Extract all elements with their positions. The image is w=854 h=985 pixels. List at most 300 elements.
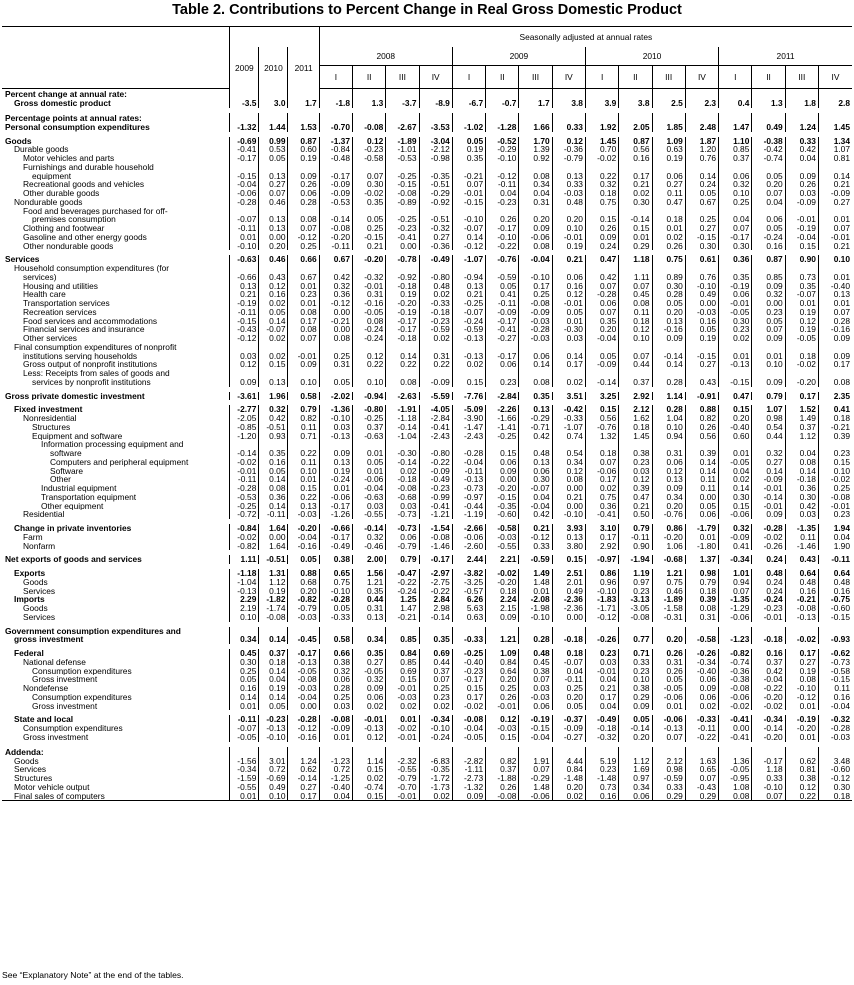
value-cell: 0.08 — [785, 458, 818, 467]
value-cell: -0.14 — [652, 352, 685, 361]
value-cell: -0.32 — [353, 273, 386, 282]
value-cell: -0.02 — [230, 533, 259, 542]
value-cell: 0.28 — [319, 684, 352, 693]
table-row — [2, 684, 852, 693]
quarter-header: I — [319, 66, 352, 89]
value-cell: -0.03 — [486, 533, 519, 542]
value-cell — [552, 113, 585, 123]
value-cell: -0.34 — [685, 658, 718, 667]
value-cell: -0.08 — [419, 533, 452, 542]
value-cell: 0.08 — [353, 317, 386, 326]
row-label: Gross domestic product — [14, 99, 111, 108]
value-cell: 0.31 — [652, 658, 685, 667]
value-cell: 0.08 — [288, 325, 319, 334]
value-cell: 0.71 — [619, 649, 652, 658]
row-label: Furnishings and durable household — [23, 162, 154, 172]
value-cell: 0.16 — [785, 587, 818, 596]
value-cell: 0.14 — [818, 172, 852, 181]
value-cell — [386, 207, 419, 216]
value-cell: 0.01 — [230, 702, 259, 711]
value-cell — [452, 89, 485, 100]
value-cell: 0.42 — [585, 273, 618, 282]
value-cell: -0.05 — [353, 667, 386, 676]
value-cell: 0.14 — [685, 172, 718, 181]
quarter-year-header: 2009 — [452, 47, 585, 66]
value-cell: 0.25 — [552, 684, 585, 693]
value-cell: 0.14 — [259, 635, 288, 644]
value-cell: 0.03 — [319, 702, 352, 711]
value-cell: -0.02 — [585, 154, 618, 163]
value-cell: -0.32 — [419, 224, 452, 233]
value-cell: 0.01 — [652, 702, 685, 711]
value-cell: 0.19 — [785, 308, 818, 317]
value-cell: 0.79 — [685, 578, 718, 587]
quarter-header: I — [585, 66, 618, 89]
value-cell — [519, 264, 552, 273]
value-cell: -0.80 — [419, 449, 452, 458]
value-cell: 0.23 — [585, 765, 618, 774]
footnote: See “Explanatory Note” at the end of the tables. — [2, 970, 184, 980]
value-cell: 0.79 — [619, 524, 652, 533]
value-cell: -1.46 — [785, 542, 818, 551]
value-cell: 0.13 — [259, 172, 288, 181]
value-cell: 0.02 — [619, 189, 652, 198]
value-cell: 0.05 — [452, 137, 485, 146]
value-cell: -0.13 — [452, 352, 485, 361]
table-row — [2, 542, 852, 551]
value-cell — [685, 369, 718, 378]
value-cell: 0.65 — [685, 765, 718, 774]
value-cell: 0.01 — [785, 299, 818, 308]
value-cell — [230, 343, 259, 352]
table-row — [2, 325, 852, 334]
value-cell: 0.13 — [818, 290, 852, 299]
value-cell: 0.05 — [685, 325, 718, 334]
value-cell: -0.03 — [519, 317, 552, 326]
value-cell: 0.02 — [652, 233, 685, 242]
value-cell: -0.55 — [386, 765, 419, 774]
value-cell: -1.36 — [319, 405, 352, 414]
value-cell: -1.73 — [419, 783, 452, 792]
value-cell: -0.01 — [386, 792, 419, 801]
value-cell — [386, 747, 419, 757]
table-row — [2, 224, 852, 233]
value-cell — [752, 369, 785, 378]
value-cell: 0.15 — [585, 405, 618, 414]
value-cell: -1.19 — [452, 510, 485, 519]
value-cell: -0.03 — [818, 733, 852, 742]
value-cell: -0.28 — [230, 484, 259, 493]
value-cell: 0.27 — [652, 180, 685, 189]
value-cell: -1.21 — [419, 510, 452, 519]
value-cell: 0.38 — [319, 555, 352, 564]
value-cell: -1.91 — [386, 405, 419, 414]
value-cell: -0.16 — [818, 325, 852, 334]
value-cell: 0.4 — [719, 99, 752, 108]
value-cell: 0.28 — [818, 317, 852, 326]
value-cell — [319, 747, 352, 757]
value-cell: 1.49 — [519, 569, 552, 578]
value-cell: -2.73 — [452, 774, 485, 783]
value-cell: -0.13 — [230, 587, 259, 596]
value-cell: -0.59 — [486, 273, 519, 282]
value-cell — [230, 207, 259, 216]
value-cell: -0.06 — [719, 693, 752, 702]
value-cell: 0.10 — [619, 334, 652, 343]
value-cell: 0.01 — [288, 282, 319, 291]
value-cell: -0.25 — [452, 649, 485, 658]
value-cell: -1.59 — [230, 774, 259, 783]
contributions-table-container — [2, 26, 852, 801]
value-cell: -0.59 — [519, 555, 552, 564]
row-label: Services — [23, 586, 56, 596]
value-cell: -0.69 — [230, 137, 259, 146]
value-cell: 0.07 — [419, 675, 452, 684]
value-cell: -0.57 — [452, 587, 485, 596]
value-cell: -0.27 — [486, 334, 519, 343]
value-cell: -0.19 — [386, 308, 419, 317]
value-cell: -0.19 — [230, 299, 259, 308]
value-cell — [652, 264, 685, 273]
value-cell: 0.15 — [719, 502, 752, 511]
value-cell: -0.10 — [486, 154, 519, 163]
value-cell: 0.17 — [585, 475, 618, 484]
value-cell: -0.14 — [230, 449, 259, 458]
value-cell: 0.17 — [288, 317, 319, 326]
table-row — [2, 334, 852, 343]
value-cell: 6.26 — [452, 595, 485, 604]
value-cell: 0.32 — [719, 524, 752, 533]
value-cell: 0.25 — [818, 484, 852, 493]
value-cell: 0.01 — [818, 215, 852, 224]
row-label: services) — [23, 272, 57, 282]
table-row — [2, 475, 852, 484]
value-cell — [319, 369, 352, 378]
value-cell: -2.36 — [552, 595, 585, 604]
value-cell — [288, 163, 319, 172]
value-cell: 2.29 — [230, 595, 259, 604]
value-cell: 1.11 — [619, 273, 652, 282]
value-cell: 0.06 — [519, 702, 552, 711]
value-cell: 0.48 — [519, 449, 552, 458]
value-cell: 0.13 — [552, 533, 585, 542]
value-cell: -2.82 — [452, 757, 485, 766]
value-cell: 2.44 — [452, 555, 485, 564]
value-cell: 0.13 — [259, 224, 288, 233]
row-label: Gross output of nonprofit institutions — [23, 360, 158, 369]
value-cell: -0.12 — [785, 693, 818, 702]
row-label: Housing and utilities — [23, 281, 98, 291]
value-cell — [619, 163, 652, 172]
value-cell: -0.11 — [619, 533, 652, 542]
value-cell: 0.79 — [386, 555, 419, 564]
value-cell: 0.33 — [552, 123, 585, 132]
value-cell — [288, 627, 319, 636]
value-cell: -0.05 — [719, 458, 752, 467]
value-cell: 0.30 — [230, 658, 259, 667]
value-cell — [752, 747, 785, 757]
value-cell: 0.10 — [288, 467, 319, 476]
value-cell: 0.20 — [652, 635, 685, 644]
value-cell: 0.09 — [785, 172, 818, 181]
value-cell: 0.36 — [785, 484, 818, 493]
value-cell: 0.09 — [752, 334, 785, 343]
value-cell: 0.25 — [353, 224, 386, 233]
table-row — [2, 145, 852, 154]
value-cell: 0.08 — [386, 378, 419, 387]
value-cell: 0.21 — [619, 502, 652, 511]
value-cell: -0.11 — [230, 308, 259, 317]
value-cell: -0.33 — [685, 715, 718, 724]
value-cell: 0.49 — [752, 123, 785, 132]
value-cell: 0.23 — [719, 325, 752, 334]
value-cell: 0.48 — [785, 578, 818, 587]
value-cell: 0.08 — [619, 299, 652, 308]
value-cell — [486, 440, 519, 449]
value-cell: 0.38 — [519, 667, 552, 676]
value-cell: -0.14 — [619, 215, 652, 224]
value-cell — [619, 747, 652, 757]
value-cell: 2.05 — [619, 123, 652, 132]
value-cell: 0.47 — [719, 392, 752, 401]
value-cell — [685, 113, 718, 123]
value-cell: -0.04 — [288, 533, 319, 542]
value-cell: -2.08 — [519, 595, 552, 604]
value-cell: -0.14 — [288, 774, 319, 783]
value-cell: -0.03 — [519, 334, 552, 343]
value-cell: -0.79 — [552, 154, 585, 163]
value-cell: -0.21 — [319, 317, 352, 326]
value-cell: 0.05 — [652, 675, 685, 684]
value-cell — [752, 343, 785, 352]
value-cell: -1.94 — [619, 555, 652, 564]
value-cell: -0.42 — [552, 405, 585, 414]
value-cell: 0.34 — [619, 783, 652, 792]
value-cell: -0.08 — [486, 792, 519, 801]
value-cell: 0.41 — [818, 405, 852, 414]
value-cell: 0.28 — [652, 290, 685, 299]
value-cell: 0.04 — [785, 154, 818, 163]
row-label: Government consumption expenditures and — [5, 626, 181, 636]
value-cell: -0.55 — [486, 542, 519, 551]
value-cell: 0.11 — [685, 475, 718, 484]
value-cell: 0.18 — [785, 352, 818, 361]
value-cell: 0.09 — [230, 378, 259, 387]
value-cell: 0.29 — [619, 242, 652, 251]
table-row — [2, 555, 852, 564]
row-label: Farm — [23, 532, 43, 542]
value-cell: -2.84 — [419, 414, 452, 423]
value-cell: 0.03 — [585, 658, 618, 667]
row-label: Consumption expenditures — [32, 692, 132, 702]
value-cell: -0.25 — [353, 414, 386, 423]
value-cell: 0.36 — [319, 290, 352, 299]
value-cell: 0.09 — [818, 352, 852, 361]
value-cell: 0.30 — [652, 282, 685, 291]
table-row — [2, 290, 852, 299]
value-cell: -0.33 — [319, 613, 352, 622]
value-cell: -0.82 — [288, 595, 319, 604]
value-cell: -5.09 — [452, 405, 485, 414]
value-cell: -0.08 — [319, 224, 352, 233]
value-cell: -0.19 — [519, 715, 552, 724]
value-cell: -0.35 — [486, 502, 519, 511]
value-cell: 0.26 — [288, 180, 319, 189]
value-cell: 0.19 — [259, 587, 288, 596]
quarter-header: IV — [419, 66, 452, 89]
value-cell: -1.20 — [230, 432, 259, 441]
value-cell — [386, 627, 419, 636]
value-cell: -0.10 — [585, 587, 618, 596]
value-cell: 0.00 — [259, 533, 288, 542]
value-cell: 0.20 — [288, 587, 319, 596]
value-cell: 1.12 — [259, 578, 288, 587]
value-cell: -0.20 — [785, 724, 818, 733]
value-cell: 0.21 — [619, 180, 652, 189]
value-cell — [230, 113, 259, 123]
row-label: Goods — [5, 136, 32, 146]
value-cell: 0.00 — [719, 724, 752, 733]
value-cell — [452, 747, 485, 757]
value-cell: 0.01 — [319, 733, 352, 742]
value-cell: 0.12 — [353, 733, 386, 742]
value-cell: 0.38 — [619, 684, 652, 693]
row-label: Transportation equipment — [41, 492, 137, 502]
value-cell: -1.32 — [452, 783, 485, 792]
value-cell: 0.97 — [619, 578, 652, 587]
value-cell: -0.20 — [752, 733, 785, 742]
value-cell — [685, 343, 718, 352]
value-cell: -0.33 — [419, 299, 452, 308]
value-cell: 0.19 — [552, 242, 585, 251]
value-cell: 0.35 — [785, 282, 818, 291]
value-cell: 0.33 — [752, 774, 785, 783]
value-cell: 0.23 — [419, 693, 452, 702]
value-cell: 0.12 — [785, 317, 818, 326]
value-cell: -0.05 — [452, 733, 485, 742]
value-cell: 0.07 — [288, 224, 319, 233]
table-row — [2, 299, 852, 308]
row-label: Gross investment — [32, 675, 98, 684]
value-cell: -0.14 — [419, 613, 452, 622]
value-cell: 0.32 — [353, 675, 386, 684]
value-cell: -0.58 — [486, 524, 519, 533]
value-cell: -0.18 — [752, 635, 785, 644]
value-cell: -0.06 — [719, 613, 752, 622]
value-cell — [585, 89, 618, 100]
value-cell — [818, 343, 852, 352]
value-cell: 0.18 — [818, 414, 852, 423]
value-cell — [652, 89, 685, 100]
value-cell: -3.13 — [619, 595, 652, 604]
value-cell — [452, 163, 485, 172]
value-cell: 2.8 — [818, 99, 852, 108]
value-cell: 0.14 — [519, 360, 552, 369]
value-cell: -0.28 — [752, 524, 785, 533]
value-cell: 0.66 — [319, 649, 352, 658]
value-cell: 0.02 — [419, 290, 452, 299]
value-cell — [319, 627, 352, 636]
value-cell: -0.09 — [719, 533, 752, 542]
value-cell: -1.58 — [652, 604, 685, 613]
value-cell: -2.66 — [452, 524, 485, 533]
value-cell: -0.01 — [552, 299, 585, 308]
value-cell: -0.12 — [319, 299, 352, 308]
value-cell: 0.58 — [319, 635, 352, 644]
value-cell: 0.48 — [818, 578, 852, 587]
value-cell: -3.04 — [419, 137, 452, 146]
table-row — [2, 255, 852, 264]
value-cell: 0.04 — [752, 198, 785, 207]
value-cell: 1.69 — [619, 765, 652, 774]
value-cell: -0.04 — [519, 502, 552, 511]
value-cell: 0.04 — [585, 702, 618, 711]
value-cell: 0.02 — [585, 484, 618, 493]
value-cell — [319, 163, 352, 172]
value-cell — [319, 440, 352, 449]
value-cell: -0.32 — [818, 715, 852, 724]
label-row — [2, 89, 852, 100]
value-cell: 0.37 — [752, 658, 785, 667]
value-cell: -0.12 — [452, 242, 485, 251]
row-label: Motor vehicle output — [14, 782, 90, 792]
value-cell: 0.18 — [585, 189, 618, 198]
row-label: equipment — [32, 171, 72, 181]
value-cell: 1.48 — [519, 578, 552, 587]
value-cell: -0.14 — [353, 524, 386, 533]
value-cell: 0.68 — [288, 578, 319, 587]
table-row — [2, 215, 852, 224]
value-cell — [259, 89, 288, 100]
value-cell: 0.05 — [685, 189, 718, 198]
value-cell: -0.30 — [386, 449, 419, 458]
value-cell: -0.16 — [288, 542, 319, 551]
value-cell: 0.44 — [353, 595, 386, 604]
value-cell — [785, 343, 818, 352]
row-label: Gross investment — [32, 701, 98, 711]
table-row — [2, 510, 852, 519]
value-cell: -0.46 — [353, 542, 386, 551]
value-cell: -1.11 — [452, 765, 485, 774]
value-cell: 0.01 — [685, 533, 718, 542]
value-cell: 0.23 — [288, 290, 319, 299]
value-cell: -2.43 — [452, 432, 485, 441]
value-cell: -0.04 — [230, 180, 259, 189]
value-cell: 0.14 — [452, 233, 485, 242]
value-cell: 0.06 — [685, 693, 718, 702]
value-cell: 0.10 — [353, 378, 386, 387]
value-cell — [818, 627, 852, 636]
value-cell: 1.96 — [259, 392, 288, 401]
value-cell: 0.05 — [259, 308, 288, 317]
value-cell: 0.25 — [719, 198, 752, 207]
value-cell: 0.07 — [353, 172, 386, 181]
value-cell — [719, 440, 752, 449]
value-cell: 0.28 — [288, 198, 319, 207]
value-cell: 1.3 — [752, 99, 785, 108]
table-row — [2, 493, 852, 502]
row-label: Services — [23, 612, 56, 622]
row-label: premises consumption — [32, 215, 116, 224]
table-row — [2, 484, 852, 493]
value-cell: 0.49 — [552, 587, 585, 596]
value-cell: 0.09 — [752, 510, 785, 519]
value-cell: -1.18 — [386, 414, 419, 423]
value-cell: -0.01 — [719, 299, 752, 308]
value-cell — [386, 113, 419, 123]
value-cell: -0.15 — [685, 352, 718, 361]
value-cell: 0.98 — [752, 414, 785, 423]
